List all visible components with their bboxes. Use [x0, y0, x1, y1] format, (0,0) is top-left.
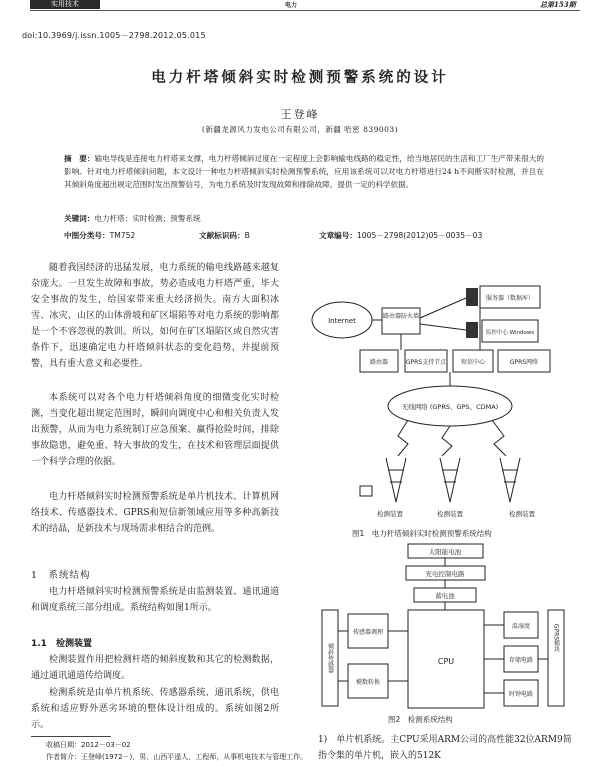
temp-humidity-label: 温湿度	[511, 623, 531, 630]
device-1-label: 检测装置	[377, 510, 403, 518]
subsection-1-1-p2: 检测系统是由单片机系统、传感器系统、通讯系统，供电系统和适应野外恶劣环境的整体设计组成的。系统如图2所示。	[31, 688, 279, 730]
monitor-icon	[466, 322, 478, 338]
intro-paragraph-3: 电力杆塔倾斜实时检测预警系统是单片机技术、计算机网络技术、传感器技术、GPRS和短信新领域应用等多种高新技术的结晶，是新技术与现场需求相结合的范例。	[31, 492, 279, 534]
clc-value: TM752	[109, 231, 136, 240]
signal-conditioning-label: 传感器调理	[352, 629, 384, 636]
paper-title: 电力杆塔倾斜实时检测预警系统的设计	[151, 70, 449, 86]
doi: doi:10.3969/j.issn.1005－2798.2012.05.015	[22, 31, 206, 40]
intro-paragraph-1: 随着我国经济的迅猛发展，电力系统的输电线路越来越复杂庞大。一旦发生故障和事故，势必造成电力杆塔严重，毕大安全事故的发生，给国家带来重大经济损失。南方大面积冰雪、冰灾、山区的山体滑坡和矿区塌陷等对电力系统的影响都是一个不容忽视的教训。所以，如何在矿区塌陷区或自然灾害条件下，迅速确定电力杆塔倾斜状态的变化趋势，并提前预警，具有重大意义和必要性。	[31, 263, 279, 369]
section-1-text: 电力杆塔倾斜实时检测预警系统是由监测装置、通讯通道和调度系统三部分组成。系统结构如图1所示。	[31, 587, 279, 613]
device-3-label: 检测装置	[509, 510, 535, 518]
doc-code-label: 文献标识码：	[199, 231, 245, 240]
author-name: 王登峰	[280, 108, 320, 121]
storage-circuit-label: 存储电路	[508, 657, 534, 664]
gprs-node-label: GPRS支持节点	[405, 359, 447, 366]
abstract-text: 输电导线是连接电力杆塔来支撑，电力杆塔倾斜过度在一定程度上会影响输电线路的稳定性，给当地居民的生活和工厂生产带来很大的影响。针对电力杆塔倾斜问题，本文设计一种电力杆塔倾斜实时检测预警系统，应用该系统可以对电力杆塔进行24 h不间断实时检测，并且在其倾斜角度超出规定范围时发出预警信号，为电力系统及时发现故障和排除故障，提供一定的科学依据。	[64, 154, 544, 189]
figure-2-diagram	[318, 542, 573, 710]
article-number-label: 文章编号：	[319, 231, 357, 240]
journal-mid-header: 电力	[285, 2, 298, 9]
abstract	[64, 152, 544, 191]
journal-issue-number: 总第153期	[540, 0, 576, 9]
cpu-label: CPU	[437, 657, 455, 666]
keywords-label: 关键词：	[64, 214, 95, 223]
received-date: 收稿日期：2012－03－02	[46, 741, 131, 749]
article-number-value: 1005－2798(2012)05－0035－03	[356, 231, 483, 240]
intro-paragraph-2: 本系统可以对各个电力杆塔倾斜角度的细微变化实时检测，当变化超出规定范围时，瞬间向调度中心和相关负责人发出预警，从而为电力系统制订应急预案、赢得抢险时间，排除事故隐患，避免重、特大事故的发生，在技术和管理层面提供一个科学合理的依据。	[31, 393, 279, 467]
monitor-label: 监控中心 Windows	[485, 330, 535, 336]
clc-label: 中图分类号：	[64, 231, 110, 240]
section-1-heading: 1 系统结构	[31, 570, 91, 581]
firewall-box	[382, 308, 420, 334]
keywords-text: 电力杆塔；实时检测；预警系统	[94, 214, 201, 223]
sms-center-label: 短信中心	[460, 359, 486, 366]
ad-converter-label: 模数转换	[355, 679, 381, 686]
wireless-label: 无线网络 (GPRS、GPS、CDMA)	[401, 403, 499, 411]
figure-1-caption: 图1 电力杆塔倾斜实时检测预警系统结构	[352, 529, 492, 538]
author-bio: 作者简介：王登峰(1972－)，男，山西平遥人，工程师，从事机电技术与管理工作。	[46, 753, 308, 761]
gprs-module-label: GPRS模块	[552, 623, 560, 653]
keywords	[64, 213, 544, 224]
doc-code-value: B	[244, 231, 250, 240]
abstract-label: 摘 要：	[64, 154, 95, 163]
subsection-1-1-p1: 检测装置作用把检测杆塔的倾斜度数和其它的检测数据，通过通讯通道传给调度。	[31, 655, 279, 681]
footnote-rule	[31, 736, 111, 737]
detection-device-1	[360, 458, 406, 518]
router-label: 路由器	[369, 359, 389, 366]
author-affiliation: (新疆龙源风力发电公司有限公司，新疆 哈密 839003)	[201, 125, 399, 134]
server-icon	[466, 288, 478, 306]
device-2-label: 检测装置	[437, 510, 463, 518]
clock-circuit-label: 时钟电路	[508, 691, 534, 698]
journal-section-tab: 实用技术	[30, 0, 100, 9]
internet-label: Internet	[328, 317, 356, 325]
detection-device-3	[500, 458, 536, 518]
figure-1-diagram	[290, 258, 580, 526]
server-label: 服务器（数据库）	[485, 295, 535, 302]
figure-2-caption: 图2 检测系统结构	[388, 715, 453, 724]
header-rule	[30, 10, 580, 11]
firewall-label: 路由器防火墙	[382, 313, 420, 320]
subsection-1-1-heading: 1.1 检测装置	[31, 639, 92, 649]
charge-control-label: 充电控制电路	[425, 570, 465, 578]
right-column-paragraph: 1) 单片机系统。主CPU采用ARM公司的高性能32位ARM9简指令集的单片机，嵌入的512K	[318, 735, 572, 761]
solar-cell-label: 太阳能电池	[428, 548, 462, 556]
gprs-network-label: GPRS网络	[509, 359, 539, 366]
battery-label: 蓄电池	[435, 592, 455, 600]
detection-device-2	[437, 458, 464, 518]
tilt-sensor-label: 倾斜传感器	[326, 643, 334, 673]
